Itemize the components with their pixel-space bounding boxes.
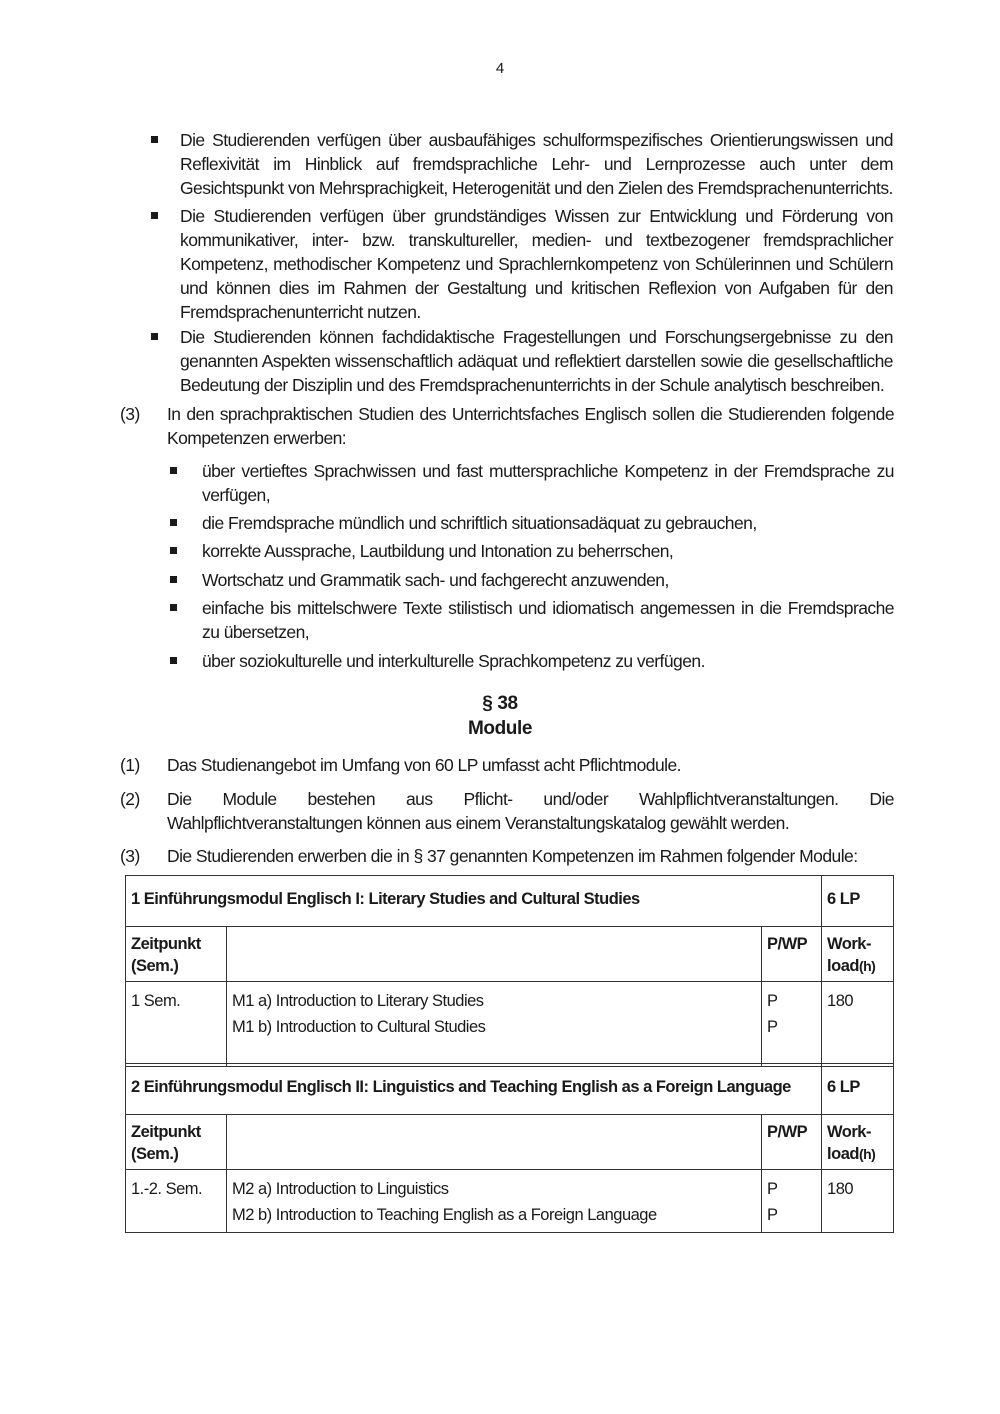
bullet-text: Die Studierenden können fachdidaktische Fragestellungen und Forschungsergebnisse zu den genannten Aspekten wissenschaftlich adäquat und reflektiert darstellen sowie die gesellschaftliche Bedeutung der Disziplin und des Fremdsprachenunterrichts in der Schule analytisch beschreiben. xyxy=(180,327,893,395)
module-title: 1 Einführungsmodul Englisch I: Literary Studies and Cultural Studies xyxy=(126,876,822,927)
table-row xyxy=(126,1170,894,1233)
course-cell xyxy=(227,1170,762,1233)
bullet-text: die Fremdsprache mündlich und schriftlich situationsadäquat zu gebrauchen, xyxy=(202,513,757,533)
header-workload xyxy=(822,927,894,982)
paragraph-text: Das Studienangebot im Umfang von 60 LP umfasst acht Pflichtmodule. xyxy=(167,755,681,775)
bullet-icon xyxy=(170,604,177,611)
bullet-text: Die Studierenden verfügen über ausbaufähiges schulformspezifisches Orientierungswissen und Reflexivität im Hinblick auf fremdsprachliche Lehr- und Lernprozesse auch unter dem Gesichtspunkt von Mehrsprachigkeit, Heterogenität und den Zielen des Fremdsprachenunterrichts. xyxy=(180,130,893,198)
bullet-icon xyxy=(151,212,158,219)
module-title-row xyxy=(126,1064,894,1115)
table-header-row xyxy=(126,927,894,982)
header-workload-unit: (h) xyxy=(858,958,876,974)
type-cell xyxy=(762,982,822,1067)
bullet-text: einfache bis mittelschwere Texte stilistisch und idiomatisch angemessen in die Fremdsprache zu übersetzen, xyxy=(202,598,894,642)
course-type: P xyxy=(767,1180,778,1198)
header-workload-unit: (h) xyxy=(858,1146,876,1162)
module-lp: 6 LP xyxy=(822,876,894,927)
bullet-icon xyxy=(170,547,177,554)
bullet-icon xyxy=(170,576,177,583)
table-row xyxy=(126,982,894,1067)
module-title: 2 Einführungsmodul Englisch II: Linguistics and Teaching English as a Foreign Language xyxy=(126,1064,822,1115)
section-number: § 38 xyxy=(482,693,518,714)
header-pwp: P/WP xyxy=(762,927,822,982)
course-type: P xyxy=(767,1206,778,1224)
semester-cell: 1 Sem. xyxy=(126,982,227,1067)
paragraph-text: Die Module bestehen aus Pflicht- und/oder Wahlpflichtveranstaltungen. Die Wahlpflichtveranstaltungen können aus einem Veranstaltungskatalog gewählt werden. xyxy=(167,789,894,833)
page-number: 4 xyxy=(495,60,505,77)
header-workload-a: Work- xyxy=(827,935,871,953)
bullet-icon xyxy=(170,519,177,526)
paragraph-label: (2) xyxy=(120,789,140,809)
header-workload-a: Work- xyxy=(827,1123,871,1141)
bullet-icon xyxy=(151,333,158,340)
header-workload-b: load xyxy=(827,957,859,975)
module-lp: 6 LP xyxy=(822,1064,894,1115)
semester-cell: 1.-2. Sem. xyxy=(126,1170,227,1233)
bullet-icon xyxy=(151,136,158,143)
bullet-text: über vertieftes Sprachwissen und fast muttersprachliche Kompetenz in der Fremdsprache zu verfügen, xyxy=(202,461,894,505)
paragraph-label: (3) xyxy=(120,404,140,424)
course-name: M2 b) Introduction to Teaching English as a Foreign Language xyxy=(232,1206,657,1224)
header-course xyxy=(227,927,762,982)
course-name: M2 a) Introduction to Linguistics xyxy=(232,1180,449,1198)
paragraph-text: Die Studierenden erwerben die in § 37 genannten Kompetenzen im Rahmen folgender Module: xyxy=(167,846,858,866)
header-zeitpunkt: Zeitpunkt (Sem.) xyxy=(126,1115,227,1170)
header-course xyxy=(227,1115,762,1170)
bullet-text: korrekte Aussprache, Lautbildung und Intonation zu beherrschen, xyxy=(202,541,674,561)
module-title-row xyxy=(126,876,894,927)
header-workload-b: load xyxy=(827,1145,859,1163)
course-name: M1 b) Introduction to Cultural Studies xyxy=(232,1018,486,1036)
type-cell xyxy=(762,1170,822,1233)
course-type: P xyxy=(767,1018,778,1036)
module-table xyxy=(125,875,894,1067)
bullet-icon xyxy=(170,657,177,664)
course-name: M1 a) Introduction to Literary Studies xyxy=(232,992,484,1010)
header-pwp: P/WP xyxy=(762,1115,822,1170)
course-type: P xyxy=(767,992,778,1010)
bullet-icon xyxy=(170,467,177,474)
workload-cell: 180 xyxy=(822,982,894,1067)
workload-cell: 180 xyxy=(822,1170,894,1233)
table-header-row xyxy=(126,1115,894,1170)
header-zeitpunkt: Zeitpunkt (Sem.) xyxy=(126,927,227,982)
section-title: Module xyxy=(467,718,533,739)
paragraph-label: (1) xyxy=(120,755,140,775)
bullet-text: Die Studierenden verfügen über grundständiges Wissen zur Entwicklung und Förderung von kommunikativer, inter- bzw. transkultureller, medien- und textbezogener fremdsprachlicher Kompetenz, methodischer Kompetenz und Sprachlernkompetenz von Schülerinnen und Schülern und können dies im Rahmen der Gestaltung und kritischen Reflexion von Aufgaben für den Fremdsprachenunterricht nutzen. xyxy=(180,206,893,322)
bullet-text: über soziokulturelle und interkulturelle Sprachkompetenz zu verfügen. xyxy=(202,651,705,671)
header-workload xyxy=(822,1115,894,1170)
module-table xyxy=(125,1063,894,1233)
paragraph-text: In den sprachpraktischen Studien des Unterrichtsfaches Englisch sollen die Studierenden folgende Kompetenzen erwerben: xyxy=(167,404,894,448)
bullet-text: Wortschatz und Grammatik sach- und fachgerecht anzuwenden, xyxy=(202,570,669,590)
course-cell xyxy=(227,982,762,1067)
paragraph-label: (3) xyxy=(120,846,140,866)
